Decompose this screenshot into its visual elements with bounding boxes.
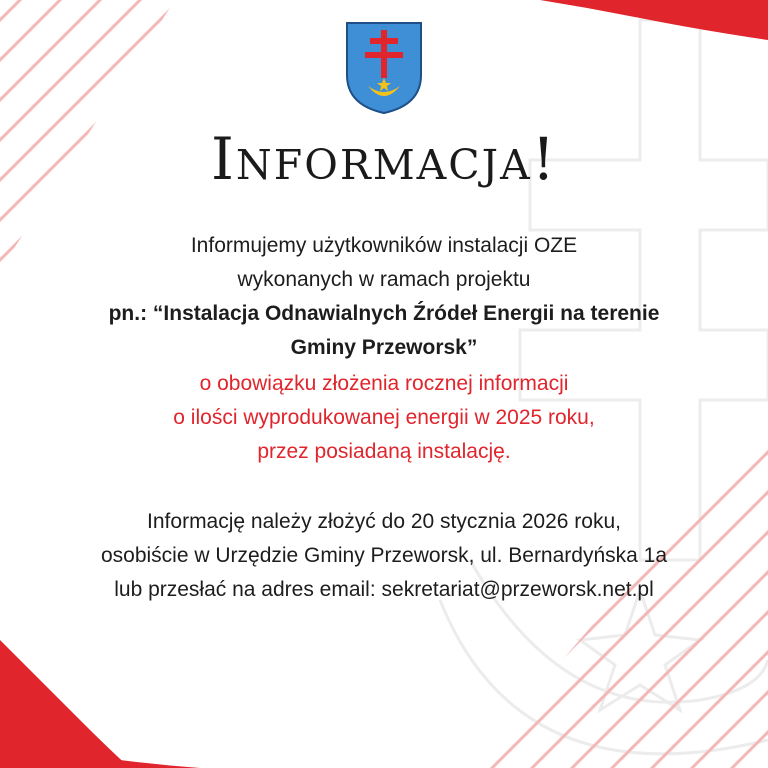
intro-line-1: Informujemy użytkowników instalacji OZE — [190, 234, 578, 257]
intro-line-2: wykonanych w ramach projektu — [237, 268, 531, 291]
obligation-line-2: o ilości wyprodukowanej energii w 2025 roku, — [173, 406, 595, 429]
submission-line-3: lub przesłać na adres email: sekretariat@przeworsk.net.pl — [114, 578, 654, 601]
obligation-line-3: przez posiadaną instalację. — [257, 440, 511, 463]
project-name-line-2: Gminy Przeworsk” — [290, 336, 478, 359]
page-title: Informacja! — [210, 125, 558, 193]
obligation-line-1: o obowiązku złożenia rocznej informacji — [199, 372, 569, 395]
coat-of-arms-icon — [344, 20, 424, 115]
submission-line-2: osobiście w Urzędzie Gminy Przeworsk, ul. Bernardyńska 1a — [100, 544, 668, 567]
submission-line-1: Informację należy złożyć do 20 stycznia 2026 roku, — [147, 510, 621, 533]
project-name-line-1: pn.: “Instalacja Odnawialnych Źródeł Energii na terenie — [108, 302, 660, 325]
